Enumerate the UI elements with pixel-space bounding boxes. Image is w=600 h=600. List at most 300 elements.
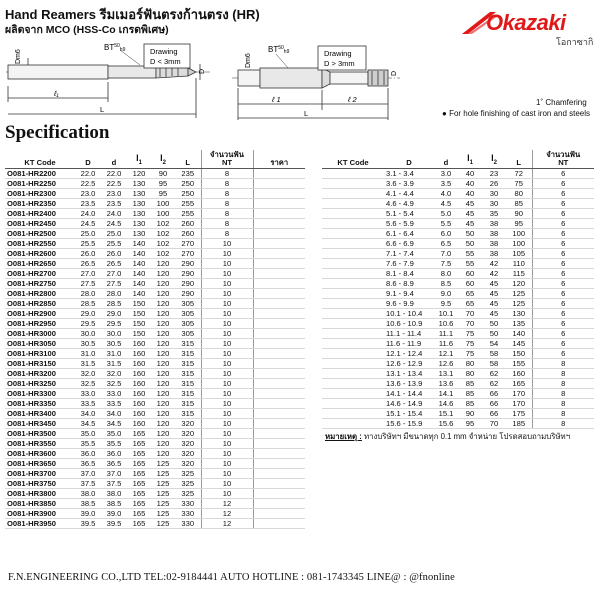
col-L: L	[175, 150, 201, 168]
l1-cell: 85	[458, 388, 482, 398]
d-upper-cell: 27.5	[75, 278, 101, 288]
d-upper-cell: 3.6 - 3.9	[384, 178, 434, 188]
d-lower-cell: 5.0	[434, 208, 458, 218]
kt-code-cell	[322, 318, 384, 328]
chamfer-note: 1˚ Chamfering	[536, 98, 587, 107]
nt-cell: 10	[201, 478, 253, 488]
price-cell	[253, 448, 305, 458]
nt-cell: 10	[201, 388, 253, 398]
d-upper-cell: 30.5	[75, 338, 101, 348]
L-cell: 315	[175, 408, 201, 418]
table-row	[322, 298, 594, 308]
table-row	[322, 278, 594, 288]
kt-code-cell: O081-HR3050	[5, 338, 75, 348]
kt-code-cell: O081-HR3100	[5, 348, 75, 358]
d-lower-cell: 25.5	[101, 238, 127, 248]
L-cell: 255	[175, 208, 201, 218]
l1-cell: 45	[458, 208, 482, 218]
d-lower-cell: 29.5	[101, 318, 127, 328]
l2-cell: 120	[151, 378, 175, 388]
l2-cell: 50	[482, 328, 506, 338]
l2-cell: 45	[482, 308, 506, 318]
l1-cell: 160	[127, 348, 151, 358]
d-upper-cell: 10.6 - 10.9	[384, 318, 434, 328]
l1-cell: 130	[127, 228, 151, 238]
spec-table-left	[5, 150, 305, 529]
l2-cell: 120	[151, 368, 175, 378]
kt-code-cell: O081-HR2850	[5, 298, 75, 308]
L-cell: 250	[175, 178, 201, 188]
kt-code-cell	[322, 238, 384, 248]
d-lower-cell: 24.5	[101, 218, 127, 228]
L-cell: 330	[175, 498, 201, 508]
L-cell: 90	[506, 208, 532, 218]
nt-cell: 10	[201, 348, 253, 358]
l1-cell: 165	[127, 488, 151, 498]
L-cell: 325	[175, 488, 201, 498]
d-upper-cell: 39.0	[75, 508, 101, 518]
l2-cell: 38	[482, 228, 506, 238]
nt-cell: 10	[201, 248, 253, 258]
right-drawing-box-line2: D > 3mm	[324, 59, 355, 68]
table-row	[322, 238, 594, 248]
d-lower-cell: 8.0	[434, 268, 458, 278]
col-d-upper: D	[384, 150, 434, 168]
remark-note	[325, 431, 570, 443]
nt-cell: 10	[201, 468, 253, 478]
l2-cell: 70	[482, 418, 506, 428]
col-nt: จำนวนฟัน NT	[201, 150, 253, 168]
d-upper-cell: 33.5	[75, 398, 101, 408]
l1-cell: 45	[458, 198, 482, 208]
d-lower-cell: 7.0	[434, 248, 458, 258]
finish-note-text: For hole finishing of cast iron and steels	[449, 109, 591, 118]
l2-cell: 38	[482, 218, 506, 228]
l2-cell: 120	[151, 278, 175, 288]
l1-cell: 70	[458, 318, 482, 328]
l2-cell: 125	[151, 458, 175, 468]
l1-cell: 130	[127, 208, 151, 218]
L-cell: 260	[175, 228, 201, 238]
kt-code-cell: O081-HR2650	[5, 258, 75, 268]
l1-cell: 75	[458, 328, 482, 338]
L-cell: 320	[175, 418, 201, 428]
drawing-large-diameter	[232, 46, 400, 120]
right-l2-label: ℓ 2	[348, 95, 357, 104]
nt-cell: 6	[532, 318, 594, 328]
l2-cell: 30	[482, 198, 506, 208]
table-row	[5, 218, 305, 228]
l2-cell: 120	[151, 288, 175, 298]
nt-cell: 6	[532, 348, 594, 358]
price-cell	[253, 318, 305, 328]
L-cell: 255	[175, 198, 201, 208]
nt-cell: 6	[532, 198, 594, 208]
price-cell	[253, 478, 305, 488]
d-upper-cell: 7.6 - 7.9	[384, 258, 434, 268]
d-upper-cell: 31.5	[75, 358, 101, 368]
d-lower-cell: 33.5	[101, 398, 127, 408]
kt-code-cell	[322, 248, 384, 258]
kt-code-cell	[322, 308, 384, 318]
d-upper-cell: 36.0	[75, 448, 101, 458]
l2-cell: 120	[151, 338, 175, 348]
d-lower-cell: 39.0	[101, 508, 127, 518]
d-lower-cell: 6.5	[434, 238, 458, 248]
kt-code-cell	[322, 188, 384, 198]
table-row	[322, 268, 594, 278]
l1-cell: 40	[458, 168, 482, 178]
l1-cell: 40	[458, 188, 482, 198]
L-cell: 305	[175, 318, 201, 328]
kt-code-cell: O081-HR3250	[5, 378, 75, 388]
l1-cell: 130	[127, 198, 151, 208]
nt-cell: 6	[532, 218, 594, 228]
kt-code-cell	[322, 258, 384, 268]
kt-code-cell: O081-HR2700	[5, 268, 75, 278]
price-cell	[253, 368, 305, 378]
l1-cell: 160	[127, 338, 151, 348]
d-lower-cell: 39.5	[101, 518, 127, 528]
l1-cell: 140	[127, 238, 151, 248]
d-upper-cell: 36.5	[75, 458, 101, 468]
L-cell: 80	[506, 188, 532, 198]
l2-cell: 66	[482, 388, 506, 398]
L-cell: 315	[175, 378, 201, 388]
nt-cell: 10	[201, 428, 253, 438]
l1-cell: 80	[458, 368, 482, 378]
L-cell: 320	[175, 428, 201, 438]
kt-code-cell: O081-HR3600	[5, 448, 75, 458]
d-lower-cell: 36.5	[101, 458, 127, 468]
nt-cell: 12	[201, 518, 253, 528]
L-cell: 270	[175, 238, 201, 248]
table-row	[5, 378, 305, 388]
table-row	[5, 248, 305, 258]
d-upper-cell: 34.0	[75, 408, 101, 418]
L-cell: 75	[506, 178, 532, 188]
l2-cell: 62	[482, 368, 506, 378]
l1-cell: 165	[127, 448, 151, 458]
price-cell	[253, 488, 305, 498]
table-row	[5, 358, 305, 368]
l1-cell: 70	[458, 308, 482, 318]
left-drawing-box-line1: Drawing	[150, 47, 178, 56]
nt-cell: 6	[532, 238, 594, 248]
L-cell: 325	[175, 468, 201, 478]
nt-cell: 6	[532, 228, 594, 238]
l1-cell: 55	[458, 248, 482, 258]
l1-cell: 50	[458, 228, 482, 238]
nt-cell: 6	[532, 248, 594, 258]
l1-cell: 140	[127, 278, 151, 288]
l2-cell: 120	[151, 438, 175, 448]
l1-cell: 120	[127, 168, 151, 178]
l1-cell: 90	[458, 408, 482, 418]
d-upper-cell: 4.6 - 4.9	[384, 198, 434, 208]
table-row	[322, 358, 594, 368]
d-lower-cell: 10.1	[434, 308, 458, 318]
kt-code-cell: O081-HR3850	[5, 498, 75, 508]
d-lower-cell: 10.6	[434, 318, 458, 328]
d-lower-cell: 32.0	[101, 368, 127, 378]
d-upper-cell: 13.1 - 13.4	[384, 368, 434, 378]
nt-cell: 10	[201, 328, 253, 338]
table-row	[5, 228, 305, 238]
nt-cell: 8	[532, 418, 594, 428]
L-cell: 115	[506, 268, 532, 278]
table-row	[5, 268, 305, 278]
price-cell	[253, 378, 305, 388]
l1-cell: 45	[458, 218, 482, 228]
kt-code-cell	[322, 328, 384, 338]
l2-cell: 120	[151, 348, 175, 358]
price-cell	[253, 418, 305, 428]
table-row	[322, 258, 594, 268]
left-L-label: L	[100, 105, 105, 114]
table-row	[322, 368, 594, 378]
left-l1-label: ℓ₁	[54, 89, 59, 98]
price-cell	[253, 428, 305, 438]
table-row	[5, 258, 305, 268]
table-row	[322, 208, 594, 218]
table-row	[322, 178, 594, 188]
table-row	[322, 408, 594, 418]
L-cell: 320	[175, 438, 201, 448]
nt-cell: 10	[201, 398, 253, 408]
price-cell	[253, 518, 305, 528]
d-upper-cell: 35.0	[75, 428, 101, 438]
price-cell	[253, 278, 305, 288]
price-cell	[253, 198, 305, 208]
d-upper-cell: 8.6 - 8.9	[384, 278, 434, 288]
d-upper-cell: 14.1 - 14.4	[384, 388, 434, 398]
right-shank-dim: Dm6	[245, 53, 252, 68]
nt-cell: 10	[201, 448, 253, 458]
page-title: Hand Reamers รีมเมอร์ฟันตรงก้านตรง (HR)	[5, 7, 260, 22]
l1-cell: 50	[458, 238, 482, 248]
d-lower-cell: 13.1	[434, 368, 458, 378]
L-cell: 125	[506, 288, 532, 298]
d-lower-cell: 24.0	[101, 208, 127, 218]
l2-cell: 26	[482, 178, 506, 188]
l2-cell: 58	[482, 348, 506, 358]
price-cell	[253, 208, 305, 218]
d-lower-cell: 22.5	[101, 178, 127, 188]
nt-cell: 6	[532, 328, 594, 338]
table-row	[322, 198, 594, 208]
l2-cell: 23	[482, 168, 506, 178]
l1-cell: 165	[127, 518, 151, 528]
l2-cell: 125	[151, 518, 175, 528]
L-cell: 290	[175, 288, 201, 298]
L-cell: 315	[175, 398, 201, 408]
table-row	[322, 228, 594, 238]
d-lower-cell: 13.6	[434, 378, 458, 388]
nt-cell: 10	[201, 368, 253, 378]
kt-code-cell: O081-HR2250	[5, 178, 75, 188]
table-row	[5, 418, 305, 428]
L-cell: 145	[506, 338, 532, 348]
l1-cell: 165	[127, 468, 151, 478]
d-upper-cell: 11.6 - 11.9	[384, 338, 434, 348]
d-upper-cell: 13.6 - 13.9	[384, 378, 434, 388]
L-cell: 160	[506, 368, 532, 378]
d-upper-cell: 23.0	[75, 188, 101, 198]
right-D-label: D	[391, 70, 398, 76]
nt-cell: 10	[201, 258, 253, 268]
d-lower-cell: 12.1	[434, 348, 458, 358]
right-bt-label: $BT^{50}_{h9}$	[268, 45, 290, 55]
l2-cell: 120	[151, 258, 175, 268]
l2-cell: 50	[482, 318, 506, 328]
d-upper-cell: 4.1 - 4.4	[384, 188, 434, 198]
L-cell: 155	[506, 358, 532, 368]
table-row	[5, 198, 305, 208]
d-lower-cell: 6.0	[434, 228, 458, 238]
kt-code-cell: O081-HR2950	[5, 318, 75, 328]
kt-code-cell: O081-HR3750	[5, 478, 75, 488]
L-cell: 250	[175, 188, 201, 198]
l2-cell: 120	[151, 268, 175, 278]
price-cell	[253, 398, 305, 408]
table-row	[5, 408, 305, 418]
l2-cell: 30	[482, 188, 506, 198]
L-cell: 185	[506, 418, 532, 428]
kt-code-cell	[322, 368, 384, 378]
nt-cell: 10	[201, 298, 253, 308]
d-upper-cell: 28.0	[75, 288, 101, 298]
d-upper-cell: 28.5	[75, 298, 101, 308]
d-upper-cell: 22.0	[75, 168, 101, 178]
nt-cell: 12	[201, 508, 253, 518]
table-row	[5, 488, 305, 498]
kt-code-cell: O081-HR3650	[5, 458, 75, 468]
nt-cell: 10	[201, 438, 253, 448]
table-row	[5, 398, 305, 408]
d-lower-cell: 26.5	[101, 258, 127, 268]
d-upper-cell: 5.1 - 5.4	[384, 208, 434, 218]
L-cell: 330	[175, 508, 201, 518]
table-row	[5, 308, 305, 318]
l1-cell: 130	[127, 218, 151, 228]
L-cell: 270	[175, 248, 201, 258]
d-lower-cell: 3.5	[434, 178, 458, 188]
l1-cell: 40	[458, 178, 482, 188]
nt-cell: 8	[201, 198, 253, 208]
d-upper-cell: 9.6 - 9.9	[384, 298, 434, 308]
table-row	[322, 318, 594, 328]
price-cell	[253, 388, 305, 398]
price-cell	[253, 338, 305, 348]
kt-code-cell: O081-HR2450	[5, 218, 75, 228]
l1-cell: 150	[127, 318, 151, 328]
table-row	[5, 328, 305, 338]
table-row	[322, 418, 594, 428]
d-upper-cell: 10.1 - 10.4	[384, 308, 434, 318]
table-row	[322, 188, 594, 198]
nt-cell: 8	[532, 408, 594, 418]
col-kt-code: KT Code	[5, 150, 75, 168]
kt-code-cell: O081-HR3150	[5, 358, 75, 368]
table-row	[322, 338, 594, 348]
d-upper-cell: 25.5	[75, 238, 101, 248]
nt-cell: 10	[201, 268, 253, 278]
finish-note: ● For hole finishing of cast iron and steels	[442, 109, 591, 118]
specification-heading: Specification	[5, 122, 110, 143]
col-d-lower: d	[434, 150, 458, 168]
table-row	[322, 388, 594, 398]
l2-cell: 102	[151, 248, 175, 258]
d-upper-cell: 30.0	[75, 328, 101, 338]
kt-code-cell	[322, 268, 384, 278]
l2-cell: 125	[151, 478, 175, 488]
l2-cell: 120	[151, 398, 175, 408]
col-nt: จำนวนฟัน NT	[532, 150, 594, 168]
kt-code-cell	[322, 358, 384, 368]
table-row	[5, 178, 305, 188]
l2-cell: 66	[482, 408, 506, 418]
logo-wordmark: Okazaki	[486, 10, 566, 35]
l2-cell: 38	[482, 248, 506, 258]
price-cell	[253, 248, 305, 258]
remark-text: ทางบริษัทฯ มีขนาดทุก 0.1 mm จำหน่าย โปรดสอบถามบริษัทฯ	[361, 432, 571, 441]
L-cell: 170	[506, 388, 532, 398]
d-upper-cell: 5.6 - 5.9	[384, 218, 434, 228]
d-upper-cell: 32.0	[75, 368, 101, 378]
L-cell: 320	[175, 458, 201, 468]
nt-cell: 10	[201, 288, 253, 298]
table-row	[5, 338, 305, 348]
L-cell: 130	[506, 308, 532, 318]
nt-cell: 10	[201, 378, 253, 388]
d-lower-cell: 22.0	[101, 168, 127, 178]
l1-cell: 60	[458, 278, 482, 288]
L-cell: 165	[506, 378, 532, 388]
d-lower-cell: 23.0	[101, 188, 127, 198]
nt-cell: 10	[201, 338, 253, 348]
d-lower-cell: 37.0	[101, 468, 127, 478]
kt-code-cell	[322, 398, 384, 408]
d-upper-cell: 9.1 - 9.4	[384, 288, 434, 298]
d-upper-cell: 33.0	[75, 388, 101, 398]
price-cell	[253, 268, 305, 278]
table-row	[5, 368, 305, 378]
d-lower-cell: 38.5	[101, 498, 127, 508]
l1-cell: 75	[458, 338, 482, 348]
d-lower-cell: 3.0	[434, 168, 458, 178]
d-upper-cell: 3.1 - 3.4	[384, 168, 434, 178]
nt-cell: 6	[532, 288, 594, 298]
L-cell: 120	[506, 278, 532, 288]
l1-cell: 80	[458, 358, 482, 368]
kt-code-cell: O081-HR3200	[5, 368, 75, 378]
table-row	[322, 288, 594, 298]
table-row	[322, 218, 594, 228]
l1-cell: 140	[127, 248, 151, 258]
l1-cell: 160	[127, 368, 151, 378]
L-cell: 175	[506, 408, 532, 418]
table-row	[322, 348, 594, 358]
table-row	[322, 308, 594, 318]
L-cell: 125	[506, 298, 532, 308]
nt-cell: 8	[532, 378, 594, 388]
price-cell	[253, 438, 305, 448]
l1-cell: 130	[127, 178, 151, 188]
kt-code-cell: O081-HR2300	[5, 188, 75, 198]
l2-cell: 120	[151, 418, 175, 428]
L-cell: 100	[506, 228, 532, 238]
